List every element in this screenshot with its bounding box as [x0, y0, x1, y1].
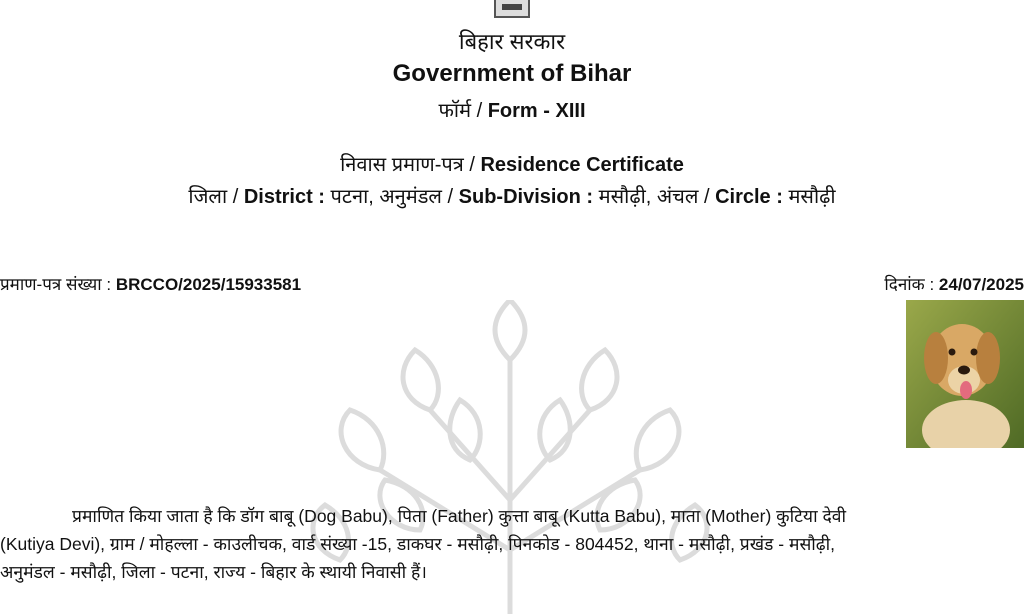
certificate-title-hindi: निवास प्रमाण-पत्र /: [340, 154, 475, 176]
form-english-label: Form - XIII: [487, 100, 586, 122]
location-line: [0, 182, 1024, 209]
certificate-number: [0, 272, 301, 295]
district-label: District :: [243, 186, 325, 208]
header-hindi-title: बिहार सरकार: [458, 29, 566, 54]
body-line-1: प्रमाणित किया जाता है कि डॉग बाबू (Dog Babu), पिता (Father) कुत्ता बाबू (Kutta Babu), माता (Mother) कुटिया देवी: [72, 506, 847, 526]
issue-date-label: दिनांक :: [884, 275, 935, 294]
certificate-number-value: BRCCO/2025/15933581: [115, 275, 302, 294]
body-line-3: अनुमंडल - मसौढ़ी, जिला - पटना, राज्य - बिहार के स्थायी निवासी हैं।: [0, 562, 427, 582]
dog-photo-icon: [906, 300, 1024, 448]
state-emblem-icon: [494, 0, 530, 18]
certificate-title: [0, 150, 1024, 177]
issue-date-value: 24/07/2025: [938, 275, 1024, 294]
form-hindi-label: फॉर्म /: [438, 100, 483, 122]
certificate-body: [0, 502, 1024, 586]
circle-label: Circle :: [715, 186, 783, 208]
body-line-2: (Kutiya Devi), ग्राम / मोहल्ला - काउलीचक, वार्ड संख्या -15, डाकघर - मसौढ़ी, पिनकोड - 804452, थाना - मसौढ़ी, प्रखंड - मसौढ़ी,: [0, 534, 836, 554]
header-english-title: Government of Bihar: [392, 60, 632, 87]
district-value: पटना, अनुमंडल /: [330, 186, 454, 208]
circle-value: मसौढ़ी: [788, 186, 836, 208]
subdivision-label: Sub-Division :: [458, 186, 594, 208]
certificate-title-english: Residence Certificate: [480, 154, 684, 176]
subdivision-value: मसौढ़ी, अंचल /: [598, 186, 710, 208]
certificate-number-label: प्रमाण-पत्र संख्या :: [0, 275, 112, 294]
district-hindi-label: जिला /: [188, 186, 239, 208]
issue-date: [884, 272, 1024, 295]
form-number: [0, 96, 1024, 123]
